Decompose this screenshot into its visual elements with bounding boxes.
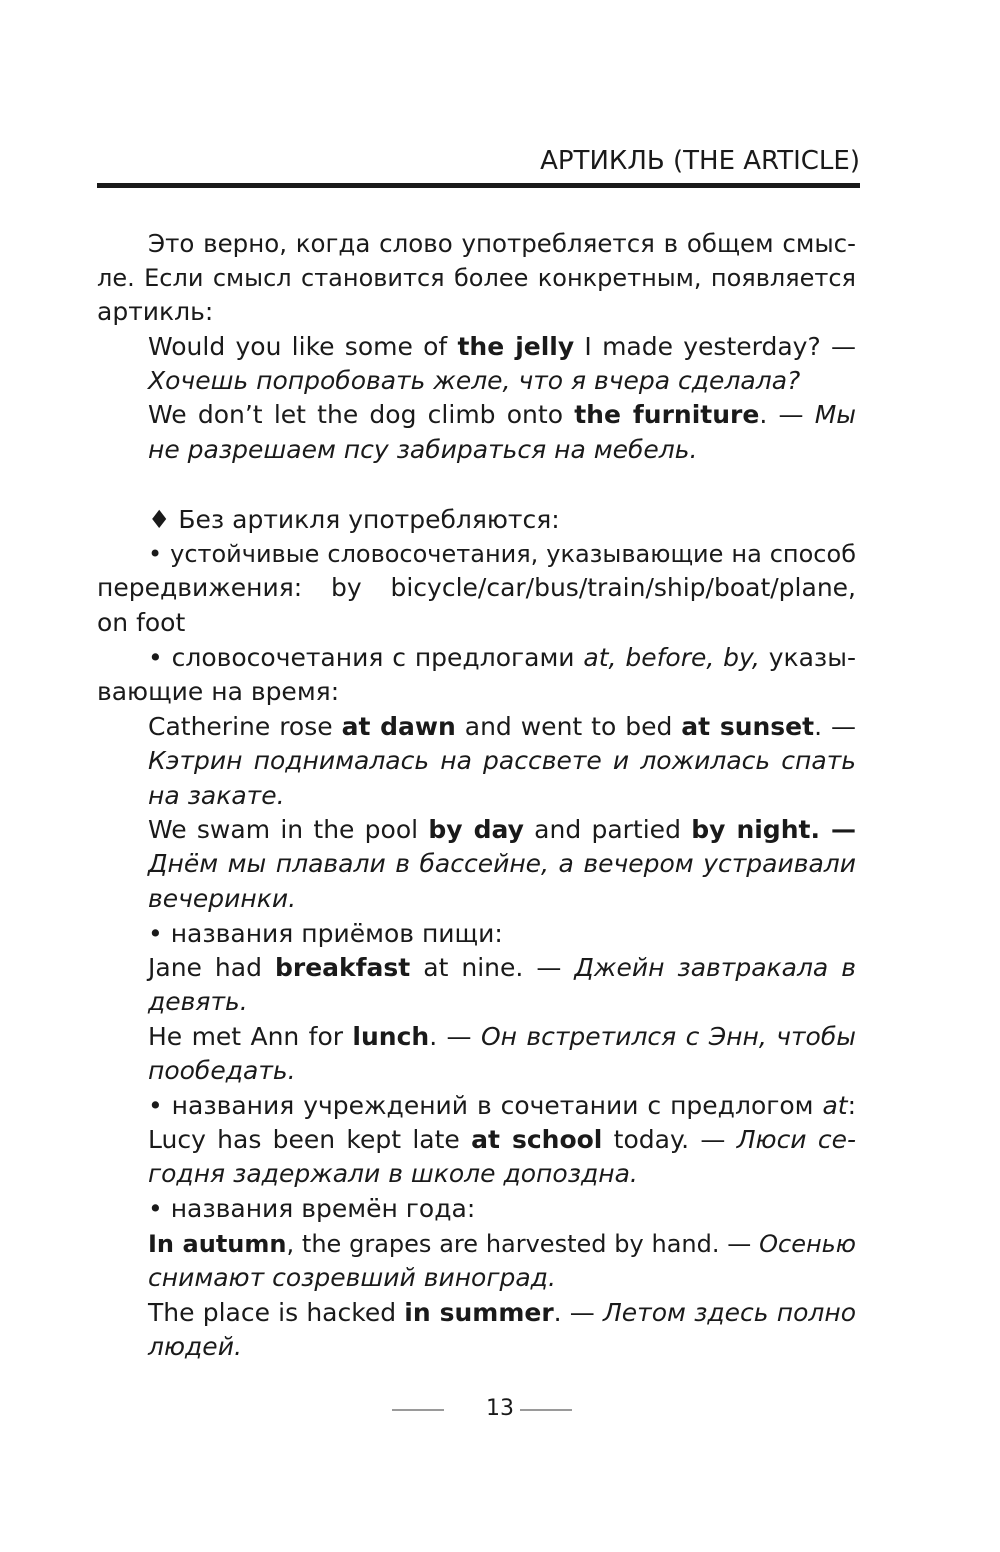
text-span: :	[847, 1091, 856, 1120]
translation-line: на закате.	[148, 781, 285, 810]
bold-term: breakfast	[274, 953, 411, 982]
text-span: Jane had	[148, 953, 275, 982]
example-line	[148, 330, 856, 364]
bold-term: at school	[471, 1125, 603, 1154]
translation-line: пообедать.	[148, 1056, 296, 1085]
example-line	[148, 951, 856, 985]
italic-span: at, before, by,	[583, 643, 760, 672]
text-span: Would you like some of	[148, 332, 458, 361]
bold-term: the jelly	[457, 332, 575, 361]
translation-span: Мы	[814, 400, 857, 429]
text-span: . —	[553, 1298, 603, 1327]
text-span: . —	[759, 400, 815, 429]
bold-term: at sunset	[681, 712, 815, 741]
text-line: on foot	[97, 608, 186, 637]
example-line	[148, 1123, 856, 1157]
text-span: I made yesterday? —	[574, 332, 856, 361]
example-line	[148, 1020, 856, 1054]
example-line	[148, 1296, 856, 1330]
example-line	[148, 710, 856, 744]
text-span: , the grapes are harvested by hand. —	[286, 1230, 760, 1258]
text-span: Catherine rose	[148, 712, 342, 741]
translation-line: снимают созревший виноград.	[148, 1263, 556, 1292]
translation-line: Кэтрин поднималась на рассвете и ложилась спать	[148, 746, 856, 775]
translation-line: Хочешь попробовать желе, что я вчера сделала?	[148, 366, 801, 395]
text-line: артикль:	[97, 297, 214, 326]
italic-span: at	[822, 1091, 848, 1120]
translation-span: Джейн завтракала в	[574, 953, 856, 982]
text-span: and went to bed	[455, 712, 682, 741]
translation-line: Днём мы плавали в бассейне, а вечером устраивали	[148, 849, 856, 878]
text-span: today. —	[602, 1125, 737, 1154]
bold-term: the furniture	[574, 400, 760, 429]
translation-span: Летом здесь полно	[603, 1298, 856, 1327]
header-rule	[97, 183, 860, 188]
page-number: 13	[486, 1396, 514, 1421]
bullet-line	[148, 641, 856, 675]
text-span: • словосочетания с предлогами	[148, 643, 584, 672]
translation-span: Люси се-	[736, 1125, 856, 1154]
bold-span: . —	[810, 815, 856, 844]
bullet-line: • устойчивые словосочетания, указывающие на способ	[148, 540, 856, 568]
bold-term: by night	[691, 815, 811, 844]
bold-term: in summer	[404, 1298, 554, 1327]
running-header: АРТИКЛЬ (THE ARTICLE)	[540, 146, 860, 176]
text-span: указы-	[759, 643, 856, 672]
translation-line: не разрешаем псу забираться на мебель.	[148, 435, 698, 464]
translation-span: Он встретился с Энн, чтобы	[480, 1022, 856, 1051]
translation-line: девять.	[148, 987, 248, 1016]
bold-term: at dawn	[341, 712, 456, 741]
text-span: He met Ann for	[148, 1022, 353, 1051]
bullet-line	[148, 1089, 856, 1123]
text-line: передвижения: by bicycle/car/bus/train/ship/boat/plane,	[97, 573, 856, 602]
translation-line: годня задержали в школе допоздна.	[148, 1159, 638, 1188]
text-span: We don’t let the dog climb onto	[148, 400, 575, 429]
text-span: We swam in the pool	[148, 815, 429, 844]
translation-span: Осенью	[759, 1230, 856, 1258]
bullet-line: • названия приёмов пищи:	[148, 919, 503, 948]
translation-line: людей.	[148, 1332, 242, 1361]
text-span: . —	[429, 1022, 481, 1051]
text-line: Это верно, когда слово употребляется в общем смыс-	[148, 229, 856, 258]
text-span: • названия учреждений в сочетании с предлогом	[148, 1091, 823, 1120]
text-span: . —	[814, 712, 856, 741]
section-heading: ♦ Без артикля употребляются:	[148, 505, 560, 534]
bold-term: by day	[428, 815, 524, 844]
page-number-rule-right	[520, 1409, 572, 1411]
text-line: ле. Если смысл становится более конкретным, появляется	[97, 264, 856, 292]
example-line	[148, 1227, 856, 1261]
text-span: The place is hacked	[148, 1298, 405, 1327]
bold-term: lunch	[352, 1022, 430, 1051]
bullet-line: • названия времён года:	[148, 1194, 476, 1223]
bold-term: In autumn	[148, 1230, 287, 1258]
text-span: and partied	[523, 815, 692, 844]
text-line: вающие на время:	[97, 677, 340, 706]
translation-line: вечеринки.	[148, 884, 297, 913]
text-span: Lucy has been kept late	[148, 1125, 472, 1154]
text-span: at nine. —	[410, 953, 575, 982]
example-line	[148, 813, 856, 847]
example-line	[148, 398, 856, 432]
